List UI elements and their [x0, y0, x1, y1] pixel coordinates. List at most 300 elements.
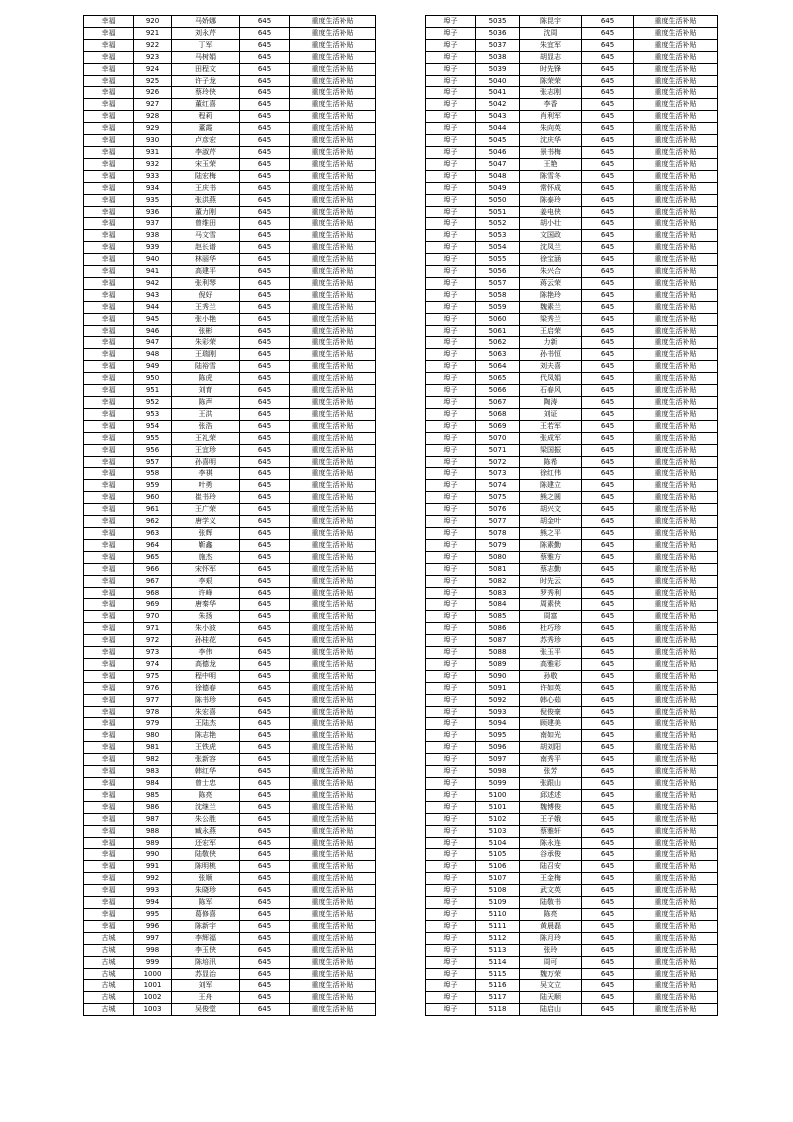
table-row [426, 206, 718, 218]
town-cell: 埠子 [426, 801, 476, 813]
serial-number-cell: 5043 [476, 111, 520, 123]
table-row [426, 361, 718, 373]
table-row [426, 135, 718, 147]
amount-cell: 645 [240, 266, 290, 278]
name-cell: 徐宝涵 [520, 254, 582, 266]
name-cell: 唐秦华 [172, 599, 240, 611]
serial-number-cell: 972 [134, 635, 172, 647]
town-cell: 埠子 [426, 158, 476, 170]
town-cell: 埠子 [426, 218, 476, 230]
table-row [426, 801, 718, 813]
benefit-type-cell: 重度生活补贴 [290, 611, 376, 623]
town-cell: 幸福 [84, 885, 134, 897]
benefit-type-cell: 重度生活补贴 [290, 385, 376, 397]
table-row [84, 16, 376, 28]
town-cell: 埠子 [426, 408, 476, 420]
benefit-type-cell: 重度生活补贴 [290, 99, 376, 111]
town-cell: 埠子 [426, 206, 476, 218]
serial-number-cell: 949 [134, 361, 172, 373]
amount-cell: 645 [582, 801, 634, 813]
amount-cell: 645 [582, 146, 634, 158]
name-cell: 蔡雅轩 [520, 825, 582, 837]
town-cell: 幸福 [84, 516, 134, 528]
name-cell: 蔡玲侠 [172, 87, 240, 99]
name-cell: 苏显治 [172, 968, 240, 980]
name-cell: 陈昆宇 [520, 16, 582, 28]
amount-cell: 645 [240, 182, 290, 194]
town-cell: 幸福 [84, 587, 134, 599]
table-row [84, 766, 376, 778]
name-cell: 李伟 [172, 647, 240, 659]
benefit-type-cell: 重度生活补贴 [290, 849, 376, 861]
table-row [426, 480, 718, 492]
town-cell: 幸福 [84, 313, 134, 325]
serial-number-cell: 5111 [476, 920, 520, 932]
amount-cell: 645 [582, 730, 634, 742]
benefit-type-cell: 重度生活补贴 [290, 194, 376, 206]
benefit-type-cell: 重度生活补贴 [290, 527, 376, 539]
amount-cell: 645 [582, 813, 634, 825]
name-cell: 王宜珍 [172, 444, 240, 456]
town-cell: 埠子 [426, 789, 476, 801]
benefit-type-cell: 重度生活补贴 [634, 944, 718, 956]
amount-cell: 645 [240, 63, 290, 75]
table-row [426, 897, 718, 909]
table-row [84, 742, 376, 754]
benefit-type-cell: 重度生活补贴 [634, 63, 718, 75]
town-cell: 幸福 [84, 301, 134, 313]
benefit-type-cell: 重度生活补贴 [634, 885, 718, 897]
amount-cell: 645 [582, 932, 634, 944]
table-row [84, 778, 376, 790]
name-cell: 梁秀兰 [520, 313, 582, 325]
serial-number-cell: 5113 [476, 944, 520, 956]
town-cell: 幸福 [84, 694, 134, 706]
amount-cell: 645 [582, 230, 634, 242]
amount-cell: 645 [240, 516, 290, 528]
amount-cell: 645 [582, 289, 634, 301]
town-cell: 埠子 [426, 420, 476, 432]
amount-cell: 645 [582, 408, 634, 420]
table-row [84, 527, 376, 539]
table-row [426, 789, 718, 801]
town-cell: 埠子 [426, 75, 476, 87]
table-row [426, 432, 718, 444]
town-cell: 幸福 [84, 468, 134, 480]
amount-cell: 645 [240, 504, 290, 516]
town-cell: 埠子 [426, 468, 476, 480]
table-row [426, 516, 718, 528]
name-cell: 陈素勤 [520, 539, 582, 551]
name-cell: 倪好 [172, 289, 240, 301]
benefit-type-cell: 重度生活补贴 [634, 861, 718, 873]
town-cell: 幸福 [84, 682, 134, 694]
benefit-type-cell: 重度生活补贴 [290, 87, 376, 99]
benefit-type-cell: 重度生活补贴 [290, 206, 376, 218]
amount-cell: 645 [240, 99, 290, 111]
benefit-type-cell: 重度生活补贴 [290, 789, 376, 801]
benefit-type-cell: 重度生活补贴 [634, 908, 718, 920]
serial-number-cell: 951 [134, 385, 172, 397]
table-row [426, 468, 718, 480]
name-cell: 张彬 [172, 325, 240, 337]
name-cell: 张跟山 [520, 778, 582, 790]
benefit-type-cell: 重度生活补贴 [634, 170, 718, 182]
table-row [84, 194, 376, 206]
town-cell: 幸福 [84, 551, 134, 563]
table-row [84, 456, 376, 468]
amount-cell: 645 [240, 706, 290, 718]
name-cell: 黄晨磊 [520, 920, 582, 932]
serial-number-cell: 5108 [476, 885, 520, 897]
amount-cell: 645 [240, 801, 290, 813]
amount-cell: 645 [240, 16, 290, 28]
table-row [426, 313, 718, 325]
town-cell: 埠子 [426, 694, 476, 706]
table-row [84, 575, 376, 587]
benefit-type-cell: 重度生活补贴 [634, 158, 718, 170]
benefit-type-cell: 重度生活补贴 [634, 694, 718, 706]
table-row [84, 992, 376, 1004]
benefit-type-cell: 重度生活补贴 [634, 516, 718, 528]
benefit-type-cell: 重度生活补贴 [634, 801, 718, 813]
serial-number-cell: 5079 [476, 539, 520, 551]
name-cell: 崔书玲 [172, 492, 240, 504]
name-cell: 邱述述 [520, 789, 582, 801]
amount-cell: 645 [582, 111, 634, 123]
benefit-type-cell: 重度生活补贴 [634, 16, 718, 28]
benefit-type-cell: 重度生活补贴 [290, 694, 376, 706]
benefit-type-cell: 重度生活补贴 [290, 551, 376, 563]
serial-number-cell: 931 [134, 146, 172, 158]
amount-cell: 645 [582, 956, 634, 968]
amount-cell: 645 [582, 361, 634, 373]
amount-cell: 645 [582, 742, 634, 754]
name-cell: 陈荣荣 [520, 75, 582, 87]
benefit-type-cell: 重度生活补贴 [290, 801, 376, 813]
name-cell: 景书梅 [520, 146, 582, 158]
benefit-type-cell: 重度生活补贴 [290, 468, 376, 480]
table-row [426, 408, 718, 420]
table-row [84, 682, 376, 694]
amount-cell: 645 [240, 932, 290, 944]
town-cell: 幸福 [84, 123, 134, 135]
amount-cell: 645 [582, 123, 634, 135]
amount-cell: 645 [582, 301, 634, 313]
name-cell: 张浩 [172, 420, 240, 432]
table-row [84, 385, 376, 397]
table-row [426, 563, 718, 575]
serial-number-cell: 938 [134, 230, 172, 242]
serial-number-cell: 5097 [476, 754, 520, 766]
amount-cell: 645 [240, 885, 290, 897]
town-cell: 幸福 [84, 385, 134, 397]
name-cell: 陆敬书 [520, 897, 582, 909]
table-row [426, 146, 718, 158]
benefit-type-cell: 重度生活补贴 [634, 873, 718, 885]
amount-cell: 645 [240, 432, 290, 444]
amount-cell: 645 [240, 146, 290, 158]
amount-cell: 645 [240, 27, 290, 39]
serial-number-cell: 947 [134, 337, 172, 349]
amount-cell: 645 [582, 397, 634, 409]
town-cell: 幸福 [84, 16, 134, 28]
town-cell: 埠子 [426, 575, 476, 587]
benefit-type-cell: 重度生活补贴 [634, 349, 718, 361]
town-cell: 埠子 [426, 647, 476, 659]
amount-cell: 645 [582, 992, 634, 1004]
town-cell: 幸福 [84, 920, 134, 932]
table-row [84, 897, 376, 909]
serial-number-cell: 986 [134, 801, 172, 813]
serial-number-cell: 962 [134, 516, 172, 528]
serial-number-cell: 999 [134, 956, 172, 968]
amount-cell: 645 [240, 480, 290, 492]
amount-cell: 645 [240, 527, 290, 539]
name-cell: 蒋云荣 [520, 277, 582, 289]
town-cell: 埠子 [426, 837, 476, 849]
town-cell: 埠子 [426, 492, 476, 504]
town-cell: 幸福 [84, 170, 134, 182]
amount-cell: 645 [240, 158, 290, 170]
benefit-type-cell: 重度生活补贴 [290, 968, 376, 980]
town-cell: 幸福 [84, 897, 134, 909]
amount-cell: 645 [240, 313, 290, 325]
table-row [426, 27, 718, 39]
serial-number-cell: 5074 [476, 480, 520, 492]
benefit-type-cell: 重度生活补贴 [634, 658, 718, 670]
amount-cell: 645 [240, 456, 290, 468]
table-row [84, 551, 376, 563]
serial-number-cell: 928 [134, 111, 172, 123]
serial-number-cell: 939 [134, 242, 172, 254]
amount-cell: 645 [582, 873, 634, 885]
amount-cell: 645 [240, 170, 290, 182]
amount-cell: 645 [582, 504, 634, 516]
town-cell: 幸福 [84, 254, 134, 266]
serial-number-cell: 5077 [476, 516, 520, 528]
serial-number-cell: 971 [134, 623, 172, 635]
table-row [84, 373, 376, 385]
amount-cell: 645 [240, 551, 290, 563]
benefit-type-cell: 重度生活补贴 [290, 361, 376, 373]
amount-cell: 645 [582, 99, 634, 111]
table-row [426, 944, 718, 956]
table-row [426, 730, 718, 742]
name-cell: 田程文 [172, 63, 240, 75]
table-row [84, 861, 376, 873]
benefit-type-cell: 重度生活补贴 [634, 587, 718, 599]
table-row [84, 647, 376, 659]
name-cell: 蔡雅方 [520, 551, 582, 563]
name-cell: 胡兴文 [520, 504, 582, 516]
benefit-type-cell: 重度生活补贴 [290, 51, 376, 63]
town-cell: 埠子 [426, 99, 476, 111]
name-cell: 许子龙 [172, 75, 240, 87]
serial-number-cell: 5039 [476, 63, 520, 75]
town-cell: 幸福 [84, 397, 134, 409]
serial-number-cell: 952 [134, 397, 172, 409]
table-row [84, 123, 376, 135]
table-row [426, 397, 718, 409]
serial-number-cell: 5114 [476, 956, 520, 968]
name-cell: 徐红伟 [520, 468, 582, 480]
town-cell: 埠子 [426, 289, 476, 301]
serial-number-cell: 5085 [476, 611, 520, 623]
town-cell: 埠子 [426, 51, 476, 63]
serial-number-cell: 926 [134, 87, 172, 99]
amount-cell: 645 [240, 337, 290, 349]
serial-number-cell: 976 [134, 682, 172, 694]
table-row [426, 51, 718, 63]
benefit-type-cell: 重度生活补贴 [634, 980, 718, 992]
amount-cell: 645 [582, 849, 634, 861]
town-cell: 幸福 [84, 861, 134, 873]
table-row [84, 27, 376, 39]
serial-number-cell: 946 [134, 325, 172, 337]
amount-cell: 645 [582, 527, 634, 539]
serial-number-cell: 953 [134, 408, 172, 420]
benefit-type-cell: 重度生活补贴 [290, 444, 376, 456]
name-cell: 王洪 [172, 408, 240, 420]
table-row [426, 778, 718, 790]
name-cell: 陈亮 [172, 789, 240, 801]
amount-cell: 645 [240, 444, 290, 456]
table-row [426, 575, 718, 587]
serial-number-cell: 966 [134, 563, 172, 575]
town-cell: 埠子 [426, 266, 476, 278]
amount-cell: 645 [582, 373, 634, 385]
town-cell: 幸福 [84, 801, 134, 813]
benefit-type-cell: 重度生活补贴 [290, 647, 376, 659]
benefit-type-cell: 重度生活补贴 [634, 337, 718, 349]
amount-cell: 645 [240, 301, 290, 313]
serial-number-cell: 978 [134, 706, 172, 718]
serial-number-cell: 5117 [476, 992, 520, 1004]
table-row [84, 944, 376, 956]
serial-number-cell: 5118 [476, 1004, 520, 1016]
name-cell: 程莉 [172, 111, 240, 123]
town-cell: 幸福 [84, 527, 134, 539]
name-cell: 谷承俊 [520, 849, 582, 861]
town-cell: 幸福 [84, 420, 134, 432]
benefit-type-cell: 重度生活补贴 [634, 670, 718, 682]
right-roster-body [426, 16, 718, 1016]
table-row [84, 420, 376, 432]
amount-cell: 645 [582, 682, 634, 694]
serial-number-cell: 935 [134, 194, 172, 206]
town-cell: 埠子 [426, 658, 476, 670]
town-cell: 幸福 [84, 599, 134, 611]
serial-number-cell: 5036 [476, 27, 520, 39]
table-row [426, 766, 718, 778]
serial-number-cell: 936 [134, 206, 172, 218]
name-cell: 王艳 [520, 158, 582, 170]
benefit-type-cell: 重度生活补贴 [634, 313, 718, 325]
amount-cell: 645 [240, 718, 290, 730]
town-cell: 幸福 [84, 111, 134, 123]
town-cell: 幸福 [84, 99, 134, 111]
table-row [426, 111, 718, 123]
name-cell: 沈周 [520, 27, 582, 39]
amount-cell: 645 [240, 539, 290, 551]
serial-number-cell: 932 [134, 158, 172, 170]
name-cell: 董力刚 [172, 206, 240, 218]
table-row [84, 349, 376, 361]
table-row [84, 611, 376, 623]
amount-cell: 645 [240, 611, 290, 623]
serial-number-cell: 5109 [476, 897, 520, 909]
name-cell: 南如光 [520, 730, 582, 742]
serial-number-cell: 5102 [476, 813, 520, 825]
benefit-type-cell: 重度生活补贴 [634, 932, 718, 944]
town-cell: 埠子 [426, 301, 476, 313]
name-cell: 陈志艳 [172, 730, 240, 742]
amount-cell: 645 [582, 885, 634, 897]
benefit-type-cell: 重度生活补贴 [290, 563, 376, 575]
table-row [426, 420, 718, 432]
name-cell: 魏万荣 [520, 968, 582, 980]
table-row [84, 397, 376, 409]
serial-number-cell: 970 [134, 611, 172, 623]
table-row [426, 325, 718, 337]
town-cell: 埠子 [426, 432, 476, 444]
name-cell: 王子娥 [520, 813, 582, 825]
town-cell: 幸福 [84, 373, 134, 385]
benefit-type-cell: 重度生活补贴 [634, 599, 718, 611]
town-cell: 埠子 [426, 39, 476, 51]
serial-number-cell: 5068 [476, 408, 520, 420]
serial-number-cell: 924 [134, 63, 172, 75]
serial-number-cell: 965 [134, 551, 172, 563]
amount-cell: 645 [240, 980, 290, 992]
name-cell: 常怀成 [520, 182, 582, 194]
amount-cell: 645 [582, 242, 634, 254]
serial-number-cell: 5112 [476, 932, 520, 944]
town-cell: 埠子 [426, 373, 476, 385]
name-cell: 王瑞刚 [172, 349, 240, 361]
amount-cell: 645 [582, 944, 634, 956]
town-cell: 幸福 [84, 361, 134, 373]
benefit-type-cell: 重度生活补贴 [634, 742, 718, 754]
benefit-type-cell: 重度生活补贴 [290, 944, 376, 956]
serial-number-cell: 968 [134, 587, 172, 599]
name-cell: 高建平 [172, 266, 240, 278]
table-row [84, 444, 376, 456]
town-cell: 古城 [84, 932, 134, 944]
amount-cell: 645 [582, 432, 634, 444]
name-cell: 李玉侠 [172, 944, 240, 956]
table-row [84, 694, 376, 706]
benefit-type-cell: 重度生活补贴 [290, 575, 376, 587]
table-row [84, 146, 376, 158]
table-row [426, 230, 718, 242]
name-cell: 朱彩荣 [172, 337, 240, 349]
town-cell: 埠子 [426, 920, 476, 932]
town-cell: 幸福 [84, 706, 134, 718]
benefit-type-cell: 重度生活补贴 [290, 277, 376, 289]
name-cell: 许峰 [172, 587, 240, 599]
table-row [84, 242, 376, 254]
amount-cell: 645 [582, 277, 634, 289]
benefit-type-cell: 重度生活补贴 [290, 63, 376, 75]
table-row [84, 266, 376, 278]
amount-cell: 645 [582, 635, 634, 647]
town-cell: 埠子 [426, 1004, 476, 1016]
benefit-type-cell: 重度生活补贴 [634, 504, 718, 516]
benefit-type-cell: 重度生活补贴 [290, 123, 376, 135]
amount-cell: 645 [582, 313, 634, 325]
